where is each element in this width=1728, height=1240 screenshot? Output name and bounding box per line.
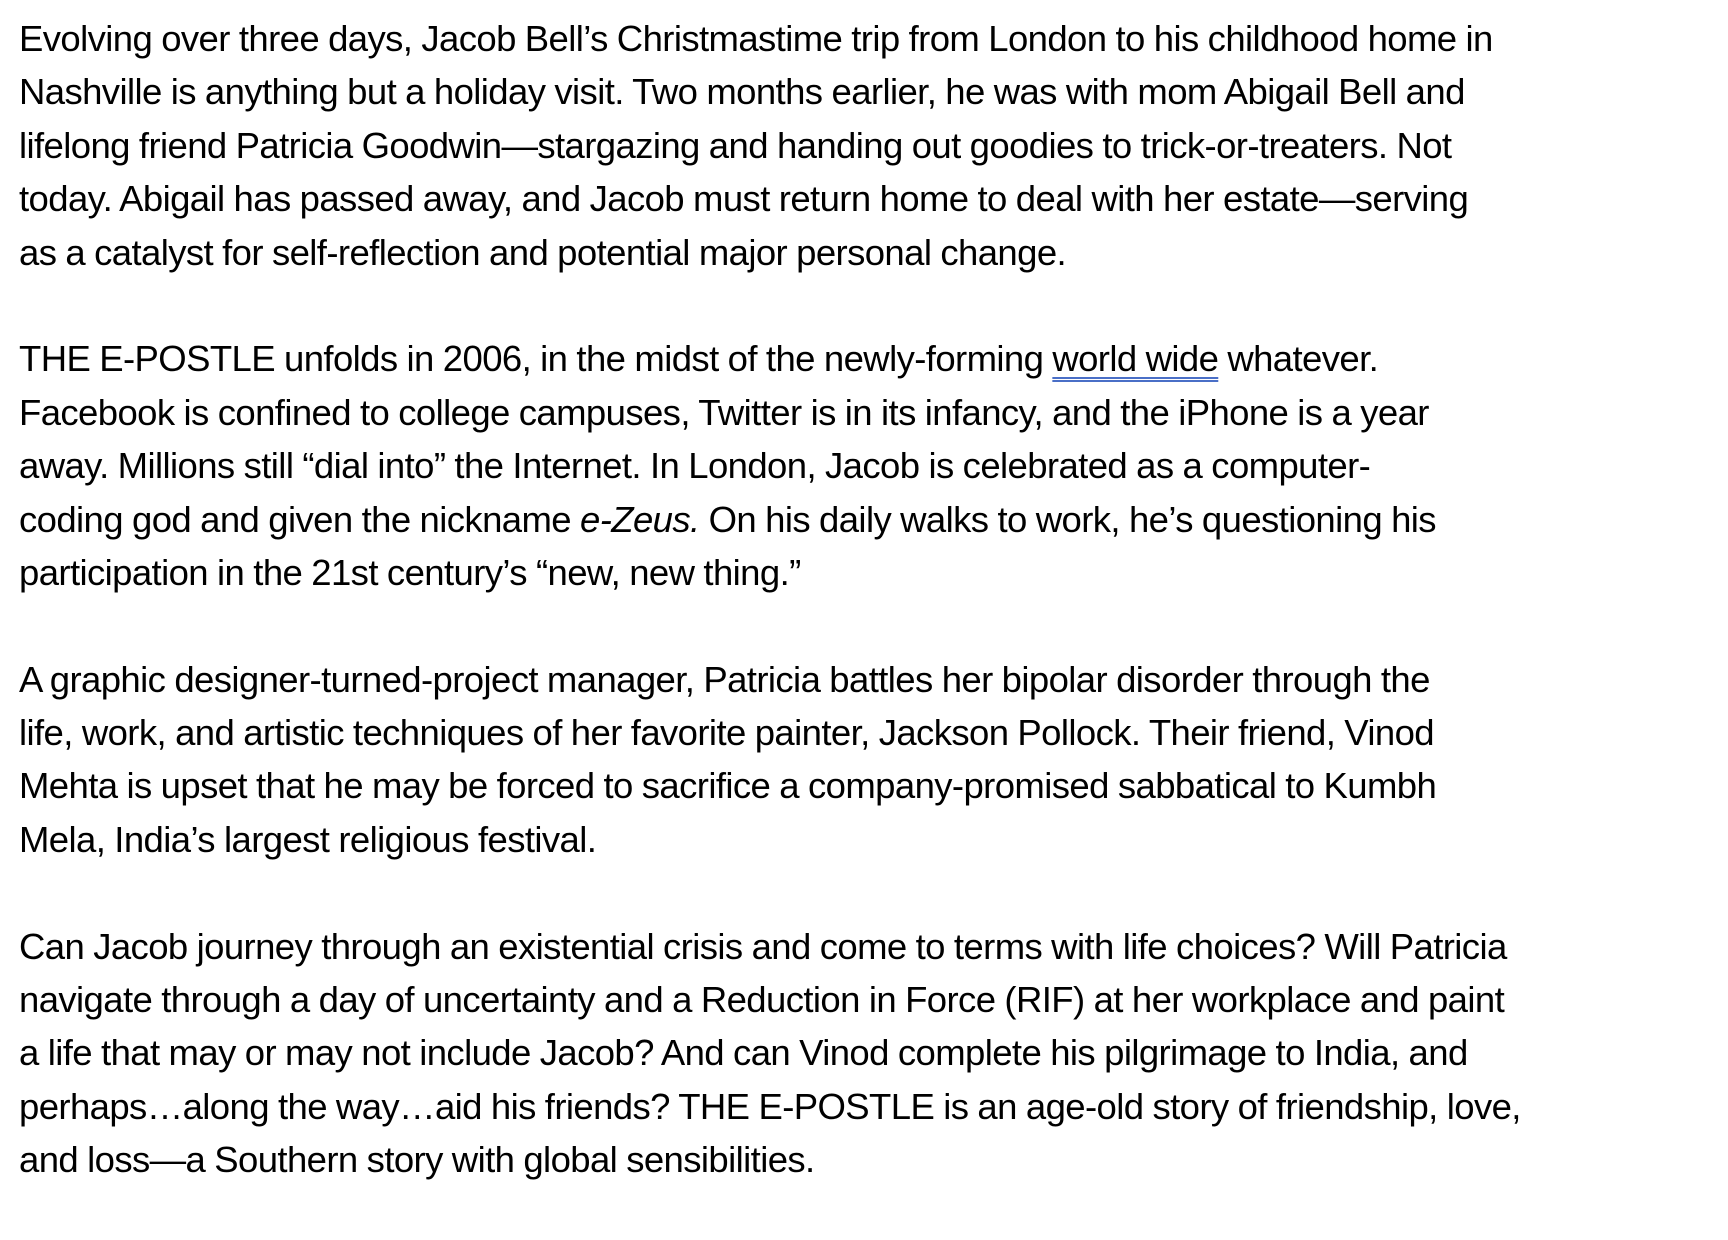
text-line: a life that may or may not include Jacob? And can Vinod complete his pilgrimage to India, and	[19, 1032, 1468, 1074]
paragraph-questions	[19, 920, 1719, 1187]
italic-nickname: e-Zeus.	[580, 498, 700, 540]
text-line: Nashville is anything but a holiday visit. Two months earlier, he was with mom Abigail Bell and	[19, 71, 1465, 113]
flagged-phrase-world-wide[interactable]: world wide	[1052, 338, 1219, 380]
text-line: lifelong friend Patricia Goodwin—stargazing and handing out goodies to trick-or-treaters. Not	[19, 124, 1452, 166]
text-line: navigate through a day of uncertainty and a Reduction in Force (RIF) at her workplace and paint	[19, 979, 1505, 1021]
paragraph-setting	[19, 332, 1719, 599]
text-line: Mela, India’s largest religious festival.	[19, 818, 597, 860]
text-line: A graphic designer-turned-project manager, Patricia battles her bipolar disorder through the	[19, 658, 1430, 700]
text-line: as a catalyst for self-reflection and potential major personal change.	[19, 231, 1067, 273]
text-line: Mehta is upset that he may be forced to sacrifice a company-promised sabbatical to Kumbh	[19, 765, 1437, 807]
text-line: Evolving over three days, Jacob Bell’s Christmastime trip from London to his childhood home in	[19, 18, 1493, 59]
text-segment: On his daily walks to work, he’s questioning his	[699, 498, 1436, 540]
text-line: life, work, and artistic techniques of her favorite painter, Jackson Pollock. Their friend, Vinod	[19, 712, 1434, 754]
text-segment: whatever.	[1218, 338, 1379, 380]
text-line	[19, 493, 1719, 546]
text-line: away. Millions still “dial into” the Internet. In London, Jacob is celebrated as a computer-	[19, 445, 1371, 487]
document-page	[19, 12, 1719, 1240]
text-line: today. Abigail has passed away, and Jacob must return home to deal with her estate—serving	[19, 178, 1469, 220]
paragraph-premise	[19, 12, 1719, 279]
text-segment: THE E-POSTLE unfolds in 2006, in the midst of the newly-forming	[19, 338, 1053, 380]
text-line: participation in the 21st century’s “new, new thing.”	[19, 551, 801, 593]
text-line: Facebook is confined to college campuses, Twitter is in its infancy, and the iPhone is a year	[19, 391, 1429, 433]
text-line: and loss—a Southern story with global sensibilities.	[19, 1139, 815, 1181]
text-segment: coding god and given the nickname	[19, 498, 581, 540]
paragraph-characters	[19, 653, 1719, 867]
text-line	[19, 332, 1719, 385]
text-line: perhaps…along the way…aid his friends? THE E-POSTLE is an age-old story of friendship, love,	[19, 1085, 1521, 1127]
text-line: Can Jacob journey through an existential crisis and come to terms with life choices? Will Patricia	[19, 925, 1507, 967]
